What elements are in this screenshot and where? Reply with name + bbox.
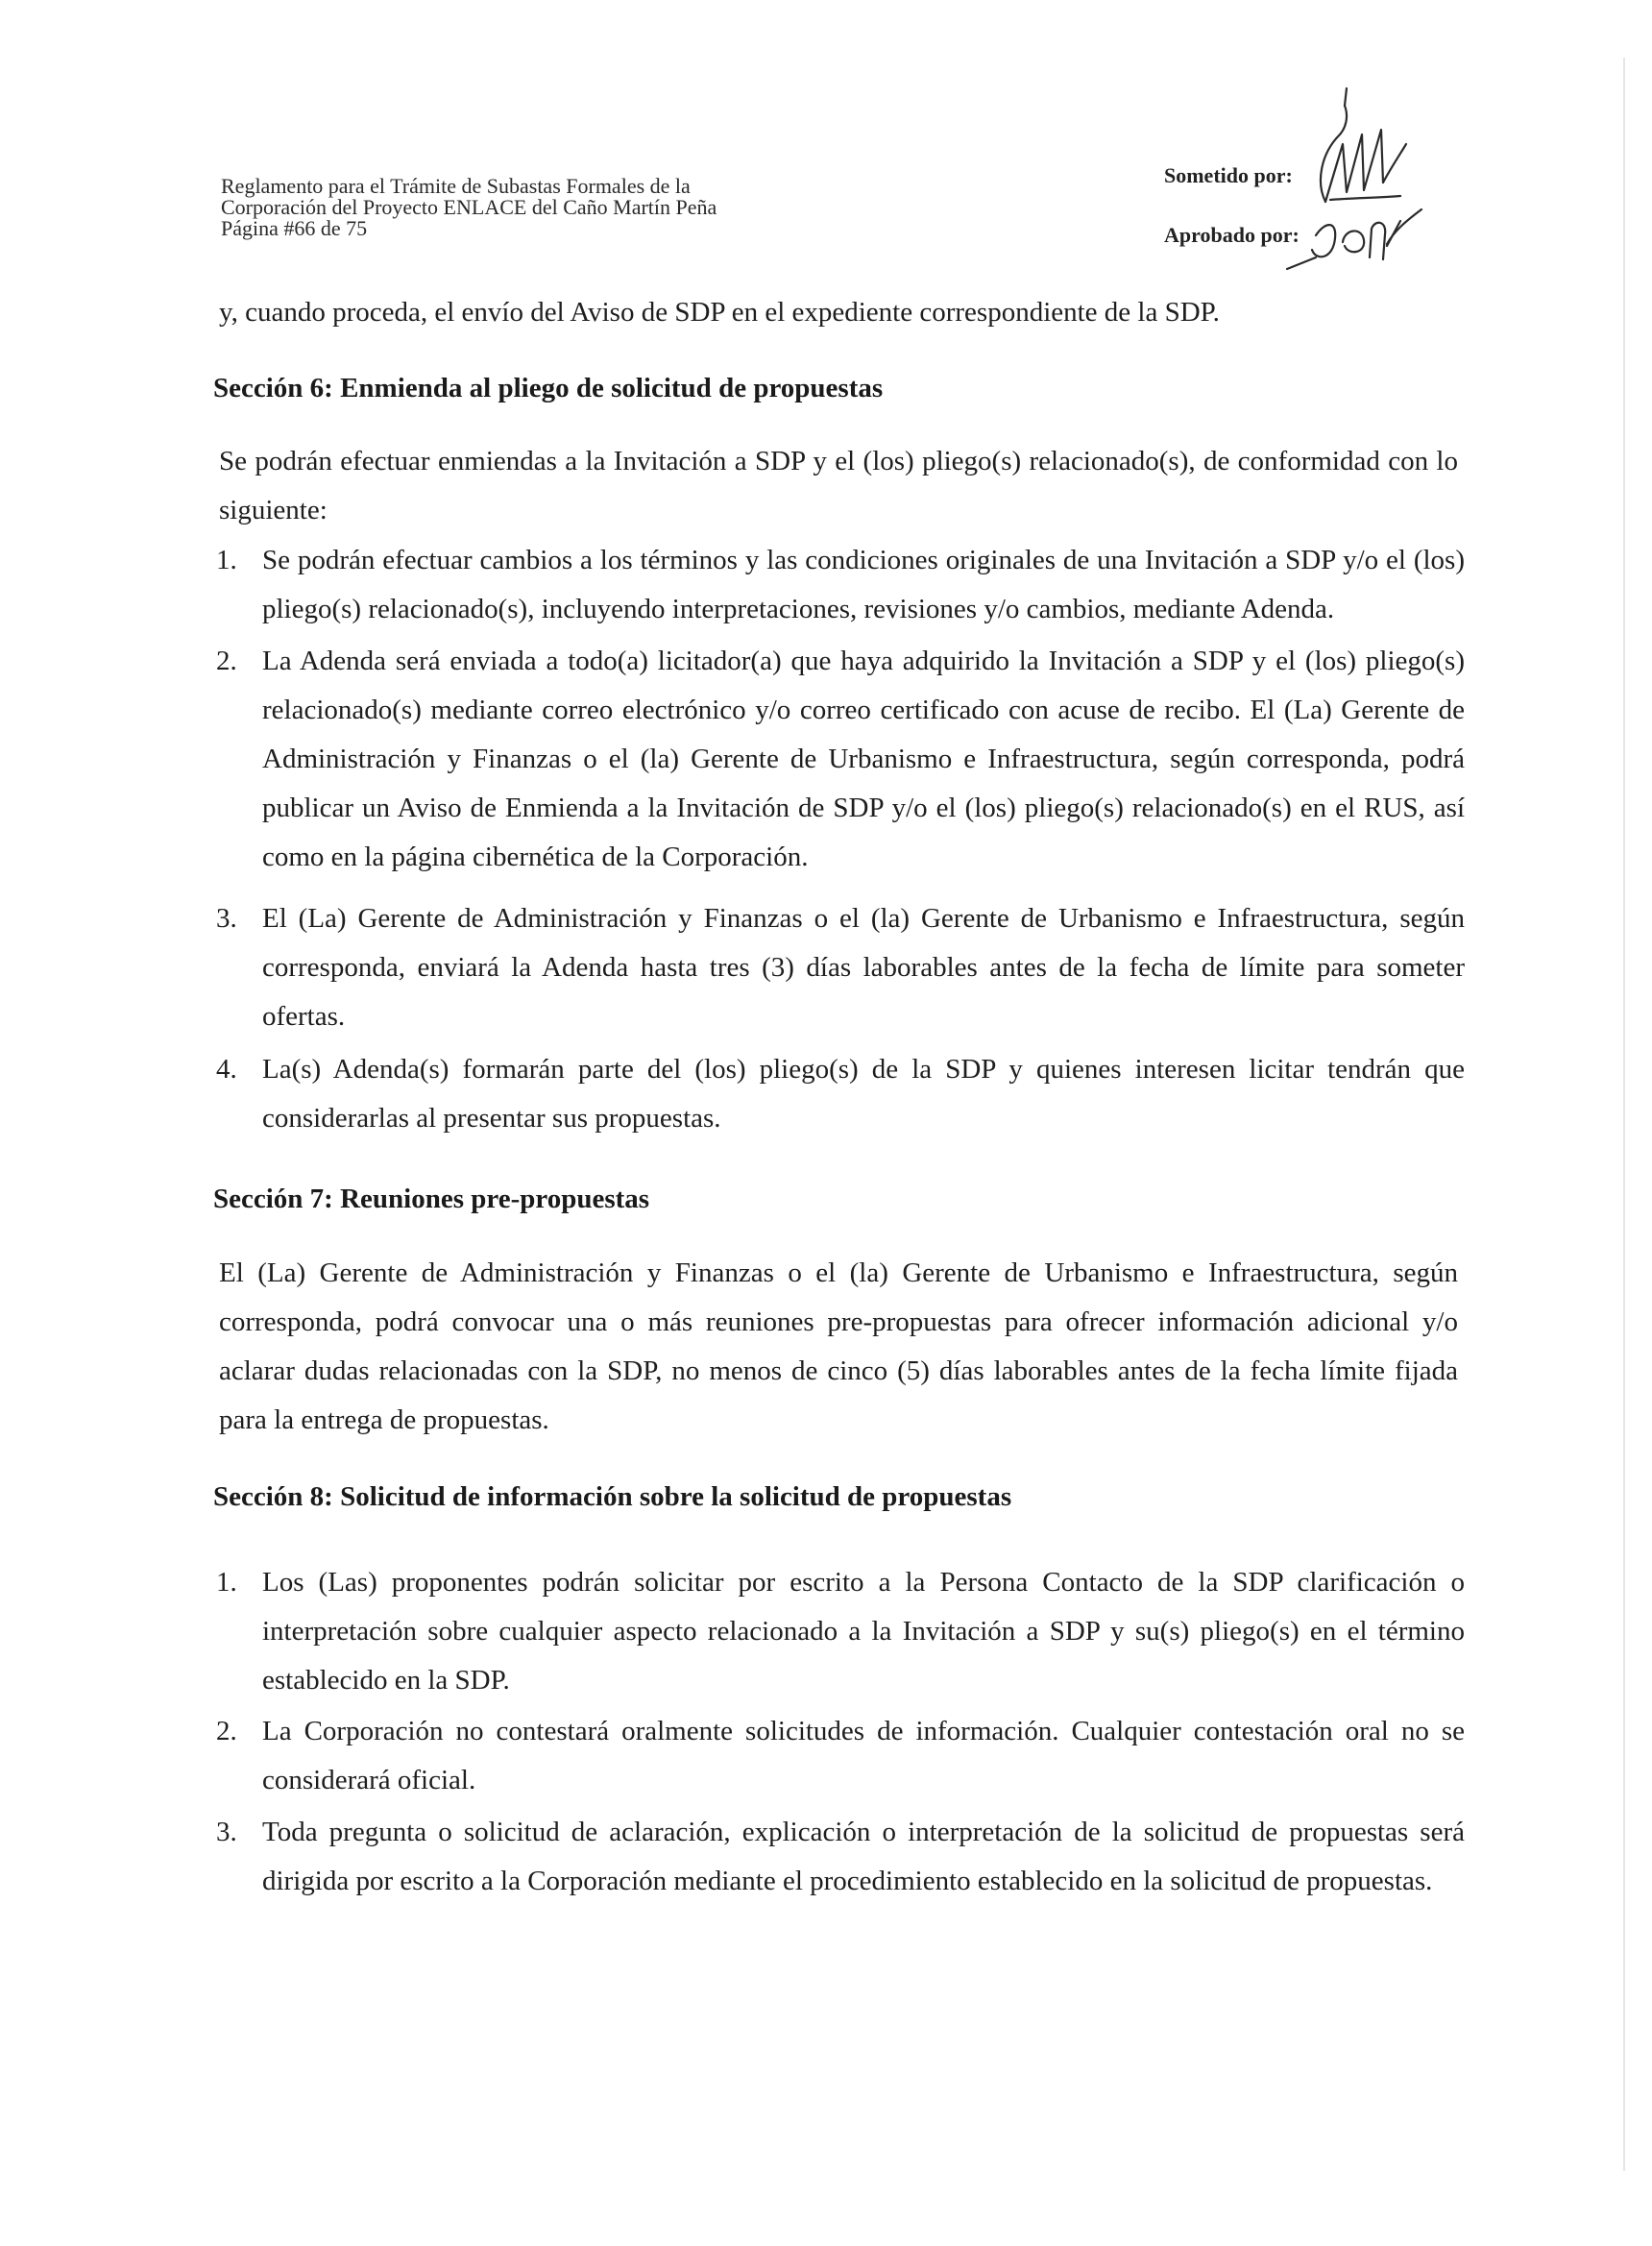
- list-item: [216, 1045, 1465, 1143]
- list-item-text: La(s) Adenda(s) formarán parte del (los) pliego(s) de la SDP y quienes interesen licitar tendrán que considerarlas al presentar sus propuestas.: [262, 1054, 1465, 1134]
- signature-marks: [1287, 77, 1431, 269]
- list-item-number: 1.: [216, 1567, 237, 1598]
- page-edge-line: [1623, 58, 1625, 2171]
- header-title-line1: Reglamento para el Trámite de Subastas Formales de la: [221, 174, 691, 198]
- list-item-number: 3.: [216, 903, 237, 934]
- list-item-text: Toda pregunta o solicitud de aclaración, explicación o interpretación de la solicitud de propuestas será dirigida por escrito a la Corporación mediante el procedimiento establecido en la solicitud de propuestas.: [262, 1817, 1465, 1896]
- list-item-number: 2.: [216, 646, 237, 676]
- list-item: [216, 894, 1465, 1041]
- section-8-heading: Sección 8: Solicitud de información sobre la solicitud de propuestas: [213, 1481, 1012, 1512]
- header-page-number: Página #66 de 75: [221, 216, 368, 240]
- list-item: [216, 1707, 1465, 1805]
- approved-by-label: Aprobado por:: [1164, 223, 1300, 247]
- list-item-text: El (La) Gerente de Administración y Finanzas o el (la) Gerente de Urbanismo e Infraestructura, según corresponda, enviará la Adenda hasta tres (3) días laborables antes de la fecha de límite para someter ofertas.: [262, 903, 1465, 1032]
- intro-text: y, cuando proceda, el envío del Aviso de SDP en el expediente correspondiente de la SDP.: [219, 297, 1220, 328]
- list-item: [216, 536, 1465, 634]
- list-item-number: 4.: [216, 1054, 237, 1085]
- list-item-number: 2.: [216, 1716, 237, 1746]
- list-item: [216, 1808, 1465, 1906]
- list-item-number: 1.: [216, 545, 237, 575]
- header-title-line2: Corporación del Proyecto ENLACE del Caño Martín Peña: [221, 195, 717, 219]
- list-item-text: La Corporación no contestará oralmente solicitudes de información. Cualquier contestación oral no se considerará oficial.: [262, 1716, 1465, 1795]
- list-item-text: Se podrán efectuar cambios a los términos y las condiciones originales de una Invitación a SDP y/o el (los) pliego(s) relacionado(s), incluyendo interpretaciones, revisiones y/o cambios, mediante Adenda.: [262, 545, 1465, 624]
- section-7-paragraph: El (La) Gerente de Administración y Finanzas o el (la) Gerente de Urbanismo e Infraestructura, según corresponda, podrá convocar una o más reuniones pre-propuestas para ofrecer información adicional y/o aclarar dudas relacionadas con la SDP, no menos de cinco (5) días laborables antes de la fecha límite fijada para la entrega de propuestas.: [219, 1257, 1458, 1435]
- list-item-number: 3.: [216, 1817, 237, 1847]
- list-item: [216, 1558, 1465, 1705]
- list-item: [216, 637, 1465, 882]
- document-header: [221, 176, 717, 239]
- section-6-heading: Sección 6: Enmienda al pliego de solicitud de propuestas: [213, 373, 884, 403]
- section-6-paragraph: Se podrán efectuar enmiendas a la Invitación a SDP y el (los) pliego(s) relacionado(s), de conformidad con lo siguiente:: [219, 446, 1458, 525]
- submitted-by-label: Sometido por:: [1164, 163, 1293, 187]
- section-7-heading: Sección 7: Reuniones pre-propuestas: [213, 1184, 650, 1214]
- list-item-text: Los (Las) proponentes podrán solicitar por escrito a la Persona Contacto de la SDP clarificación o interpretación sobre cualquier aspecto relacionado a la Invitación a SDP y su(s) pliego(s) en el término establecido en la SDP.: [262, 1567, 1465, 1696]
- list-item-text: La Adenda será enviada a todo(a) licitador(a) que haya adquirido la Invitación a SDP y el (los) pliego(s) relacionado(s) mediante correo electrónico y/o correo certificado con acuse de recibo. El (La) Gerente de Administración y Finanzas o el (la) Gerente de Urbanismo e Infraestructura, según corresponda, podrá publicar un Aviso de Enmienda a la Invitación de SDP y/o el (los) pliego(s) relacionado(s) en el RUS, así como en la página cibernética de la Corporación.: [262, 646, 1465, 872]
